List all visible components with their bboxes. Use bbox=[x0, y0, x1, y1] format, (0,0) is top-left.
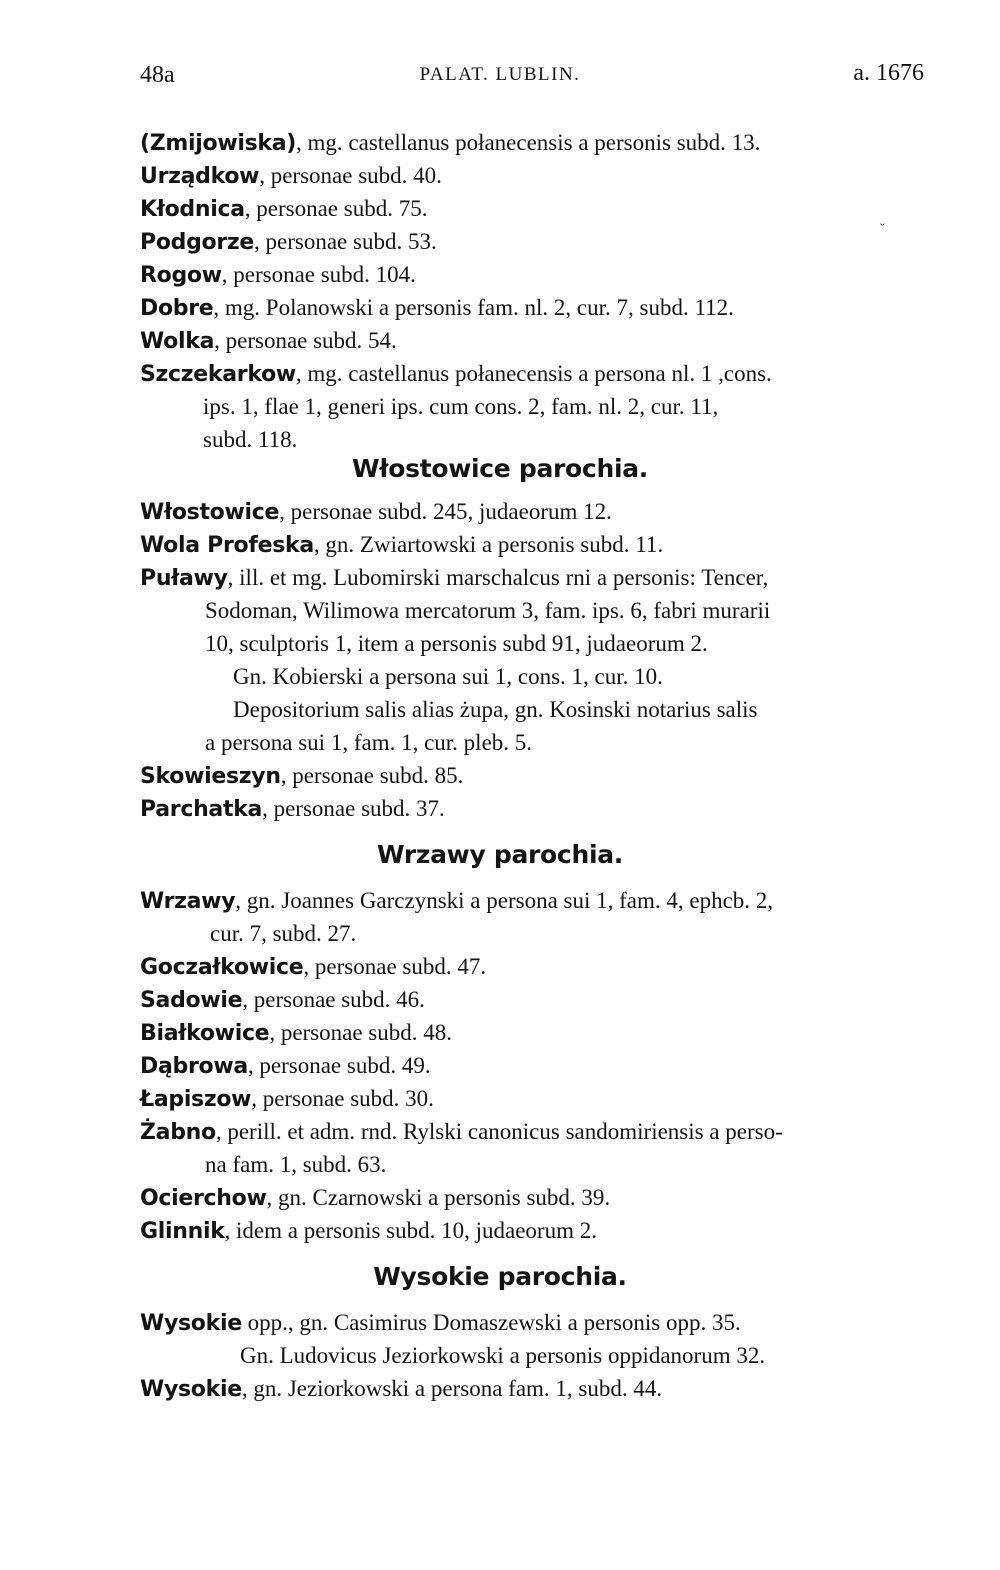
place-name: Wola Profeska bbox=[140, 533, 314, 558]
entry-continuation: ips. 1, flae 1, generi ips. cum cons. 2, fam. nl. 2, cur. 11, bbox=[203, 394, 719, 419]
list-item bbox=[140, 950, 930, 984]
place-name: (Zmijowiska) bbox=[140, 131, 297, 156]
place-name: Kłodnica bbox=[140, 197, 245, 222]
entry-text: , gn. Zwiartowski a personis subd. 11. bbox=[313, 532, 664, 557]
place-name: Goczałkowice bbox=[140, 955, 304, 980]
place-name: Łapiszow bbox=[140, 1087, 252, 1112]
entry-text: , personae subd. 75. bbox=[244, 196, 428, 221]
entry-text: , mg. castellanus połanecensis a persona nl. 1 ,cons. bbox=[295, 361, 772, 386]
list-item bbox=[140, 1016, 930, 1050]
entry-text: , personae subd. 104. bbox=[221, 262, 416, 287]
section-heading: Wysokie parochia. bbox=[373, 1262, 627, 1291]
entry-continuation: Sodoman, Wilimowa mercatorum 3, fam. ips. 6, fabri murarii bbox=[205, 598, 771, 623]
list-item bbox=[140, 495, 930, 529]
place-name: Parchatka bbox=[140, 797, 263, 822]
list-item bbox=[140, 192, 930, 226]
place-name: Sadowie bbox=[140, 988, 243, 1013]
running-header bbox=[0, 60, 1000, 100]
entry-continuation: subd. 118. bbox=[203, 427, 298, 452]
entry-text: , perill. et adm. rnd. Rylski canonicus sandomiriensis a perso- bbox=[215, 1119, 783, 1144]
place-name: Białkowice bbox=[140, 1021, 270, 1046]
place-name: Włostowice bbox=[140, 500, 280, 525]
place-name: Szczekarkow bbox=[140, 362, 296, 387]
entry-text: , ill. et mg. Lubomirski marschalcus rni a personis: Tencer, bbox=[227, 565, 769, 590]
entry-text: , personae subd. 48. bbox=[269, 1020, 452, 1045]
place-name: Żabno bbox=[140, 1120, 216, 1145]
page-number: 48a bbox=[140, 62, 175, 88]
list-item bbox=[140, 258, 930, 292]
entry-text: , personae subd. 40. bbox=[259, 163, 442, 188]
list-item bbox=[140, 159, 930, 193]
place-name: Wysokie bbox=[140, 1311, 242, 1336]
place-name: Wolka bbox=[140, 329, 215, 354]
entry-text: , personae subd. 37. bbox=[262, 796, 445, 821]
list-item bbox=[140, 884, 930, 918]
entry-continuation: a persona sui 1, fam. 1, cur. pleb. 5. bbox=[205, 730, 533, 755]
entry-text: , mg. Polanowski a personis fam. nl. 2, cur. 7, subd. 112. bbox=[213, 295, 734, 320]
entry-text: , idem a personis subd. 10, judaeorum 2. bbox=[224, 1218, 597, 1243]
place-name: Puławy bbox=[140, 566, 228, 591]
section-heading: Włostowice parochia. bbox=[351, 454, 648, 483]
entry-continuation: cur. 7, subd. 27. bbox=[210, 921, 357, 946]
entry-continuation: na fam. 1, subd. 63. bbox=[205, 1152, 387, 1177]
running-title: PALAT. LUBLIN. bbox=[419, 64, 581, 85]
list-item bbox=[140, 528, 930, 562]
list-item bbox=[140, 1049, 930, 1083]
list-item bbox=[140, 1082, 930, 1116]
entry-text: , personae subd. 46. bbox=[242, 987, 425, 1012]
entry-text: , gn. Jeziorkowski a persona fam. 1, subd. 44. bbox=[241, 1376, 663, 1401]
place-name: Rogow bbox=[140, 263, 222, 288]
list-item bbox=[140, 792, 930, 826]
entry-text: , personae subd. 85. bbox=[280, 763, 464, 788]
place-name: Wrzawy bbox=[140, 889, 236, 914]
list-item bbox=[140, 759, 930, 793]
list-item bbox=[140, 1306, 930, 1340]
section-heading: Wrzawy parochia. bbox=[376, 840, 623, 869]
place-name: Ocierchow bbox=[140, 1186, 267, 1211]
list-item bbox=[140, 291, 930, 325]
place-name: Urządkow bbox=[140, 164, 260, 189]
list-item bbox=[140, 225, 930, 259]
entry-text: Depositorium salis alias żupa, gn. Kosinski notarius salis bbox=[233, 697, 758, 722]
entry-text: , personae subd. 47. bbox=[303, 954, 487, 979]
margin-mark: ˇ bbox=[880, 222, 885, 237]
entry-text: , personae subd. 54. bbox=[214, 328, 397, 353]
entry-text: , gn. Czarnowski a personis subd. 39. bbox=[266, 1185, 611, 1210]
entry-text: , personae subd. 53. bbox=[254, 229, 437, 254]
place-name: Podgorze bbox=[140, 230, 255, 255]
list-item bbox=[140, 561, 930, 595]
entry-text: opp., gn. Casimirus Domaszewski a personis opp. 35. bbox=[241, 1310, 741, 1335]
entry-text: Gn. Kobierski a persona sui 1, cons. 1, cur. 10. bbox=[233, 664, 663, 689]
list-item bbox=[140, 1372, 930, 1406]
header-year: a. 1676 bbox=[853, 60, 924, 86]
list-item bbox=[140, 983, 930, 1017]
list-item bbox=[140, 1115, 930, 1149]
list-item bbox=[140, 1181, 930, 1215]
list-item bbox=[140, 324, 930, 358]
list-item bbox=[140, 1214, 930, 1248]
list-item bbox=[140, 357, 930, 391]
place-name: Dąbrowa bbox=[140, 1054, 248, 1079]
place-name: Skowieszyn bbox=[140, 764, 281, 789]
entry-continuation: 10, sculptoris 1, item a personis subd 91, judaeorum 2. bbox=[205, 631, 708, 656]
entry-text: , personae subd. 49. bbox=[247, 1053, 431, 1078]
entry-text: , gn. Joannes Garczynski a persona sui 1, fam. 4, ephcb. 2, bbox=[235, 888, 774, 913]
entry-text: , mg. castellanus połanecensis a personis subd. 13. bbox=[296, 130, 761, 155]
entry-text: , personae subd. 30. bbox=[251, 1086, 434, 1111]
place-name: Wysokie bbox=[140, 1377, 242, 1402]
entry-text: , personae subd. 245, judaeorum 12. bbox=[279, 499, 612, 524]
list-item bbox=[140, 126, 930, 160]
place-name: Glinnik bbox=[140, 1219, 225, 1244]
entry-text: Gn. Ludovicus Jeziorkowski a personis oppidanorum 32. bbox=[240, 1343, 766, 1368]
place-name: Dobre bbox=[140, 296, 214, 321]
